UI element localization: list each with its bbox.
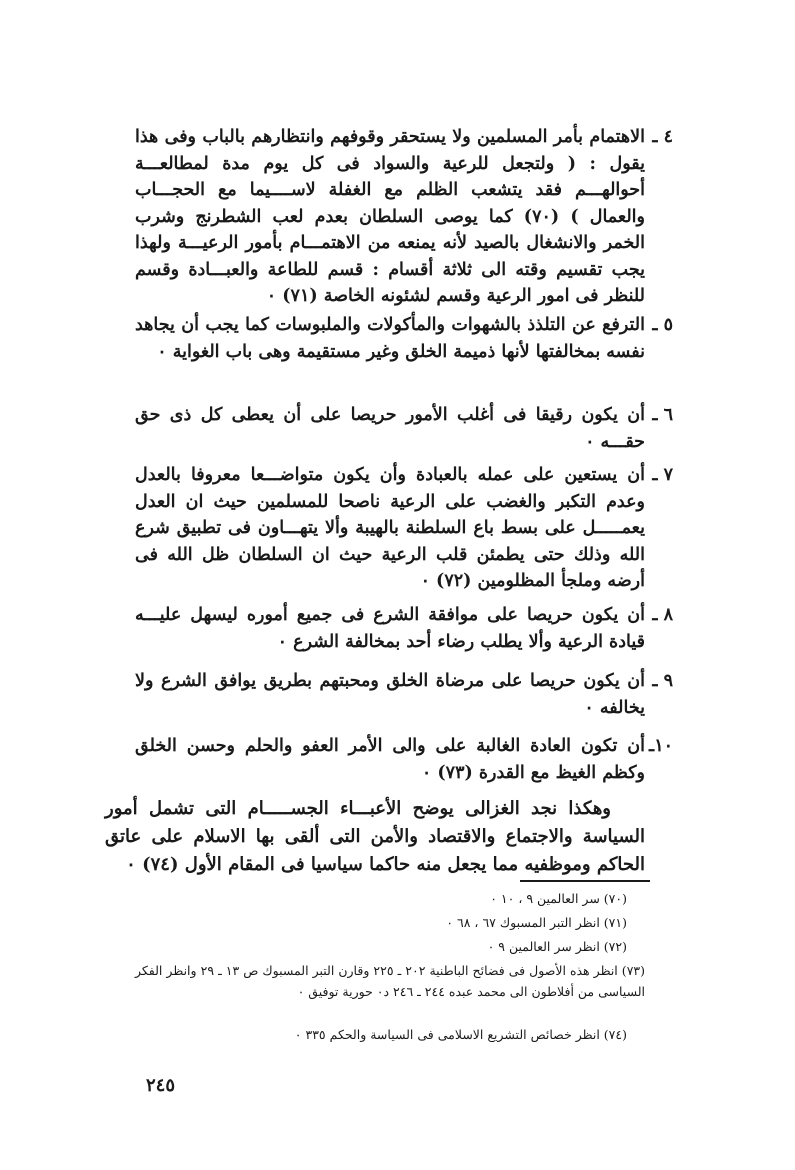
footnote-text: (٧٢) انظر سر العالمين ٩ ٠ bbox=[487, 939, 627, 954]
item-number: ٥ ـ bbox=[652, 315, 673, 335]
item-number: ٧ ـ bbox=[652, 465, 673, 485]
item-text: أن تكون العادة الغالبة على والى الأمر العفو والحلم وحسن الخلق وكظم الغيظ مع القدرة (٧٣) ٠ bbox=[135, 736, 645, 783]
list-item-6 bbox=[135, 402, 673, 455]
footnote-text: (٧٤) انظر خصائص التشريع الاسلامى فى السياسة والحكم ٣٣٥ ٠ bbox=[294, 1027, 627, 1042]
footnote-text: (٧٠) سر العالمين ٩ ، ١٠ ٠ bbox=[490, 891, 627, 906]
page-number: ٢٤٥ bbox=[145, 1075, 175, 1096]
item-text: الاهتمام بأمر المسلمين ولا يستحقر وقوفهم وانتظارهم بالباب وفى هذا يقول : ( ولتجعل للرعية والسواد فى كل يوم مدة لمطالعـــة أحوالهـــم فقد يتشعب الظلم مع الغفلة لاســــيما مع الحجـــاب والعمال ) (٧٠) كما يوصى السلطان بعدم لعب الشطرنج وشرب الخمر والانشغال بالصيد لأنه يمنعه من الاهتمـــام بأمور الرعيـــة ولهذا يجب تقسيم وقته الى ثلاثة أقسام : قسم للطاعة والعبـــادة وقسم للنظر فى امور الرعية وقسم لشئونه الخاصة (٧١) ٠ bbox=[135, 127, 645, 306]
list-item-9 bbox=[135, 668, 673, 721]
list-item-10 bbox=[135, 733, 673, 786]
item-number: ٨ ـ bbox=[652, 605, 673, 625]
item-number: ١٠ـ bbox=[649, 736, 673, 756]
footnote-text: (٧١) انظر التبر المسبوك ٦٧ ، ٦٨ ٠ bbox=[446, 915, 627, 930]
item-text: أن يكون حريصا على مرضاة الخلق ومحبتهم بطريق يوافق الشرع ولا يخالفه ٠ bbox=[135, 671, 645, 718]
footnote-74 bbox=[135, 1024, 645, 1045]
footnote-70 bbox=[135, 888, 645, 909]
list-item-7 bbox=[135, 462, 673, 595]
list-item-5 bbox=[135, 312, 673, 365]
footnote-71 bbox=[135, 912, 645, 933]
footnote-73 bbox=[135, 960, 645, 1002]
list-item-4 bbox=[135, 124, 673, 310]
footnote-72 bbox=[135, 936, 645, 957]
item-text: أن يكون رقيقا فى أغلب الأمور حريصا على أن يعطى كل ذى حق حقـــه ٠ bbox=[135, 405, 645, 452]
footnote-divider bbox=[520, 880, 650, 882]
item-text: أن يستعين على عمله بالعبادة وأن يكون متواضـــعا معروفا بالعدل وعدم التكبر والغضب على الرعية ناصحا للمسلمين حيث ان العدل يعمـــــل على بسط باع السلطنة بالهيبة وألا يتهـــاون فى تطبيق شرع الله وذلك حتى يطمئن قلب الرعية حيث ان السلطان ظل الله فى أرضه وملجأ المظلومين (٧٢) ٠ bbox=[135, 465, 645, 591]
list-item-8 bbox=[135, 602, 673, 655]
item-text: أن يكون حريصا على موافقة الشرع فى جميع أموره ليسهل عليـــه قيادة الرعية وألا يطلب رضاء أحد بمخالفة الشرع ٠ bbox=[135, 605, 645, 652]
item-number: ٩ ـ bbox=[652, 671, 673, 691]
closing-paragraph: وهكذا نجد الغزالى يوضح الأعبـــاء الجســـــام التى تشمل أمور السياسة والاجتماع والاقتصاد والأمن التى ألقى بها الاسلام على عاتق الحاكم وموظفيه مما يجعل منه حاكما سياسيا فى المقام الأول (٧٤) ٠ bbox=[105, 798, 645, 875]
item-text: الترفع عن التلذذ بالشهوات والمأكولات والملبوسات كما يجب أن يجاهد نفسه بمخالفتها لأنها ذميمة الخلق وغير مستقيمة وهى باب الغواية ٠ bbox=[135, 315, 645, 362]
item-number: ٤ ـ bbox=[652, 127, 673, 147]
item-number: ٦ ـ bbox=[652, 405, 673, 425]
footnote-text: (٧٣) انظر هذه الأصول فى فضائح الباطنية ٢٠٢ ـ ٢٢٥ وقارن التبر المسبوك ص ١٣ ـ ٢٩ وانظر الفكر السياسى من أفلاطون الى محمد عبده ٢٤٤ ـ ٢٤٦ د٠ حورية توفيق ٠ bbox=[135, 963, 646, 999]
